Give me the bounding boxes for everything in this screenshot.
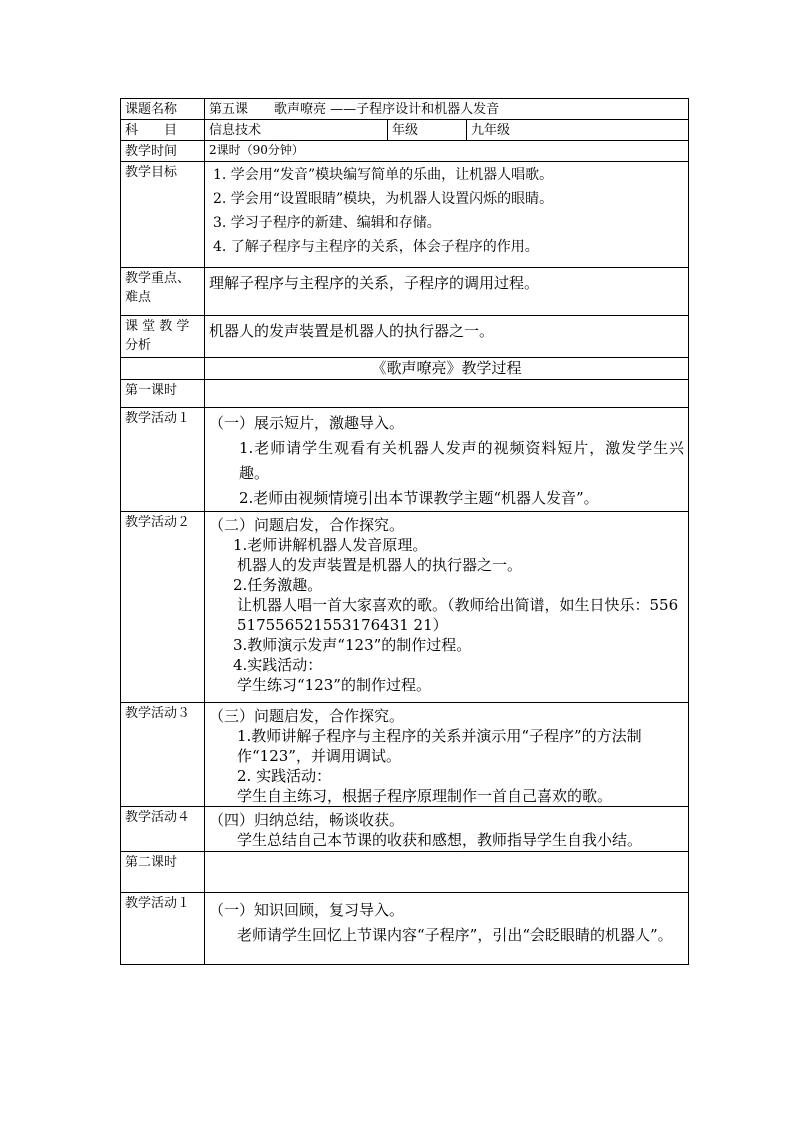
row-lesson2 [121,852,689,893]
row-activity-2 [121,512,689,703]
activity-line: 2.任务激趣。 [233,576,323,594]
keypoints-label: 教学重点、难点 [121,268,205,316]
activity-2-content [205,512,689,703]
keypoints-value: 理解子程序与主程序的关系，子程序的调用过程。 [205,268,689,316]
activity-line: 1.老师讲解机器人发音原理。 [233,536,428,554]
activity-line: （二）问题启发，合作探究。 [209,516,405,534]
goal-item: 2. 学会用“设置眼睛”模块，为机器人设置闪烁的眼睛。 [213,191,554,207]
activity-line: 2.老师由视频情境引出本节课教学主题“机器人发音”。 [239,489,599,507]
activity-line: 让机器人唱一首大家喜欢的歌。（教师给出简谱，如生日快乐：556517556521553176431 21） [237,596,679,634]
activity-3-content [205,703,689,807]
activity-line: 2. 实践活动： [237,767,332,785]
row-activity-1 [121,408,689,512]
process-title: 《歌声嘹亮》教学过程 [205,358,689,380]
activity-line: （四）归纳总结，畅谈收获。 [209,811,405,829]
activity-5-content [205,893,689,965]
activity-4-content [205,807,689,852]
row-activity-5 [121,893,689,965]
activity-line: 机器人的发声装置是机器人的执行器之一。 [237,556,523,574]
activity-line: 1.教师讲解子程序与主程序的关系并演示用“子程序”的方法制作“123”，并调用调试。 [237,727,642,765]
goal-item: 4. 了解子程序与主程序的关系，体会子程序的作用。 [213,239,539,255]
analysis-label: 课 堂 教 学 分析 [121,316,205,358]
activity-3-label: 教学活动３ [121,703,205,807]
row-lesson1 [121,380,689,408]
row-keypoints [121,268,689,316]
row-analysis [121,316,689,358]
row-process-title [121,358,689,380]
row-subject [121,120,689,141]
process-title-blank [121,358,205,380]
time-value: 2课时（90分钟） [205,141,689,162]
row-time [121,141,689,162]
lesson1-blank [205,380,689,408]
row-activity-4 [121,807,689,852]
activity-line-text: 1.老师请学生观看有关机器人发声的视频资料短片，激发学生兴趣。 [239,439,685,482]
activity-1-content [205,408,689,512]
activity-line: 老师请学生回忆上节课内容“子程序”，引出“会眨眼睛的机器人”。 [237,926,673,944]
activity-4-label: 教学活动４ [121,807,205,852]
activity-line: 学生自主练习，根据子程序原理制作一首自己喜欢的歌。 [237,787,613,805]
goals-list [205,162,689,268]
subject-label: 科 目 [121,120,205,141]
row-title [121,99,689,120]
row-activity-3 [121,703,689,807]
activity-line: 4.实践活动： [233,656,323,674]
activity-2-label: 教学活动２ [121,512,205,703]
analysis-value: 机器人的发声装置是机器人的执行器之一。 [205,316,689,358]
goal-item: 3. 学习子程序的新建、编辑和存储。 [213,215,441,231]
activity-5-label: 教学活动１ [121,893,205,965]
grade-label: 年级 [388,120,467,141]
lesson1-label: 第一课时 [121,380,205,408]
lesson2-blank [205,852,689,893]
subject-value: 信息技术 [205,120,388,141]
activity-line: （一）知识回顾，复习导入。 [209,901,405,919]
title-value: 第五课 歌声嘹亮 ——子程序设计和机器人发音 [205,99,689,120]
lesson-plan-table [120,98,689,965]
activity-1-label: 教学活动１ [121,408,205,512]
activity-line: 学生练习“123”的制作过程。 [237,676,431,694]
title-label: 课题名称 [121,99,205,120]
goal-item: 1. 学会用“发音”模块编写简单的乐曲，让机器人唱歌。 [213,167,554,183]
activity-line: （三）问题启发，合作探究。 [209,707,405,725]
activity-line: 学生总结自己本节课的收获和感想，教师指导学生自我小结。 [237,831,643,849]
time-label: 教学时间 [121,141,205,162]
goals-label: 教学目标 [121,162,205,268]
activity-line: 3.教师演示发声“123”的制作过程。 [233,636,472,654]
activity-line [209,436,684,486]
grade-value: 九年级 [467,120,689,141]
lesson2-label: 第二课时 [121,852,205,893]
activity-line: （一）展示短片，激趣导入。 [209,414,405,432]
row-goals [121,162,689,268]
